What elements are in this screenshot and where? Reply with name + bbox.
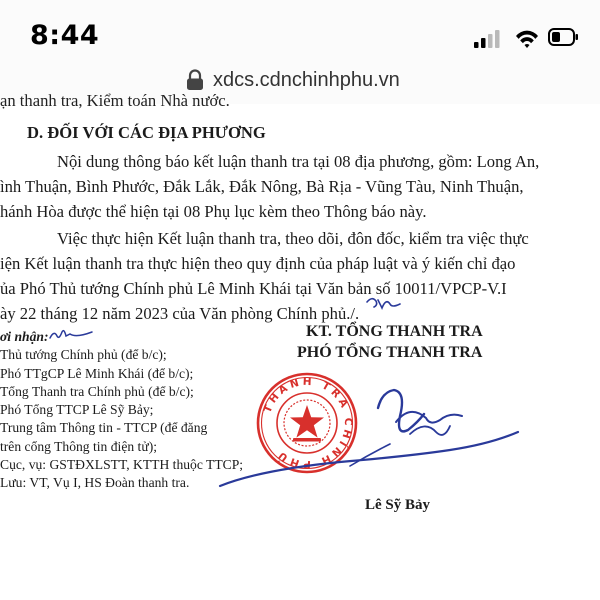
wifi-icon bbox=[516, 31, 538, 48]
recipient-item: Tổng Thanh tra Chính phủ (để b/c); bbox=[0, 383, 194, 399]
initials-mark bbox=[364, 292, 404, 314]
status-bar bbox=[0, 0, 600, 62]
cut-off-line: ạn thanh tra, Kiểm toán Nhà nước. bbox=[0, 91, 230, 110]
paragraph-line: Việc thực hiện Kết luận thanh tra, theo dõi, đôn đốc, kiểm tra việc thực bbox=[57, 229, 529, 248]
handwritten-signature bbox=[200, 374, 530, 514]
lock-icon bbox=[185, 69, 205, 91]
recipient-item: Lưu: VT, Vụ I, HS Đoàn thanh tra. bbox=[0, 475, 190, 491]
paragraph-line: ình Thuận, Bình Phước, Đắk Lắk, Đắk Nông, Bà Rịa - Vũng Tàu, Ninh Thuận, bbox=[0, 177, 524, 196]
seal-text: THANH TRA CHÍNH PHỦ bbox=[261, 375, 355, 471]
section-heading: D. ĐỐI VỚI CÁC ĐỊA PHƯƠNG bbox=[27, 123, 266, 142]
paragraph-line: hánh Hòa được thể hiện tại 08 Phụ lục kèm theo Thông báo này. bbox=[0, 202, 427, 221]
signature-title-2: PHÓ TỔNG THANH TRA bbox=[297, 344, 483, 361]
status-icons bbox=[470, 26, 580, 50]
status-time: 8:44 bbox=[30, 20, 100, 51]
recipient-item: Phó Tổng TTCP Lê Sỹ Bảy; bbox=[0, 402, 154, 418]
recipient-item: Phó TTgCP Lê Minh Khái (để b/c); bbox=[0, 365, 194, 381]
url-text[interactable]: xdcs.cdnchinhphu.vn bbox=[213, 69, 400, 91]
paragraph-line: ủa Phó Thủ tướng Chính phủ Lê Minh Khái tại Văn bản số 10011/VPCP-V.I bbox=[0, 279, 507, 298]
paragraph-line: Nội dung thông báo kết luận thanh tra tại 08 địa phương, gồm: Long An, bbox=[57, 152, 540, 171]
recipient-item: Trung tâm Thông tin - TTCP (để đăng bbox=[0, 420, 208, 436]
battery-icon bbox=[549, 29, 578, 45]
recipient-item: Cục, vụ: GSTĐXLSTT, KTTH thuộc TTCP; bbox=[0, 457, 244, 473]
paragraph-line: iện Kết luận thanh tra thực hiện theo quy định của pháp luật và ý kiến chỉ đạo bbox=[0, 254, 516, 273]
signer-name: Lê Sỹ Bảy bbox=[365, 497, 431, 513]
signature-title-1: KT. TỔNG THANH TRA bbox=[306, 323, 483, 340]
document-page bbox=[0, 91, 600, 600]
paragraph-line: ày 22 tháng 12 năm 2023 của Văn phòng Chính phủ./. bbox=[0, 304, 360, 323]
cellular-signal-icon bbox=[474, 30, 500, 48]
recipients-heading: ơi nhận: bbox=[0, 329, 49, 344]
recipient-item: trên cổng Thông tin điện tử); bbox=[0, 438, 157, 454]
recipient-item: Thủ tướng Chính phủ (để b/c); bbox=[0, 347, 167, 363]
